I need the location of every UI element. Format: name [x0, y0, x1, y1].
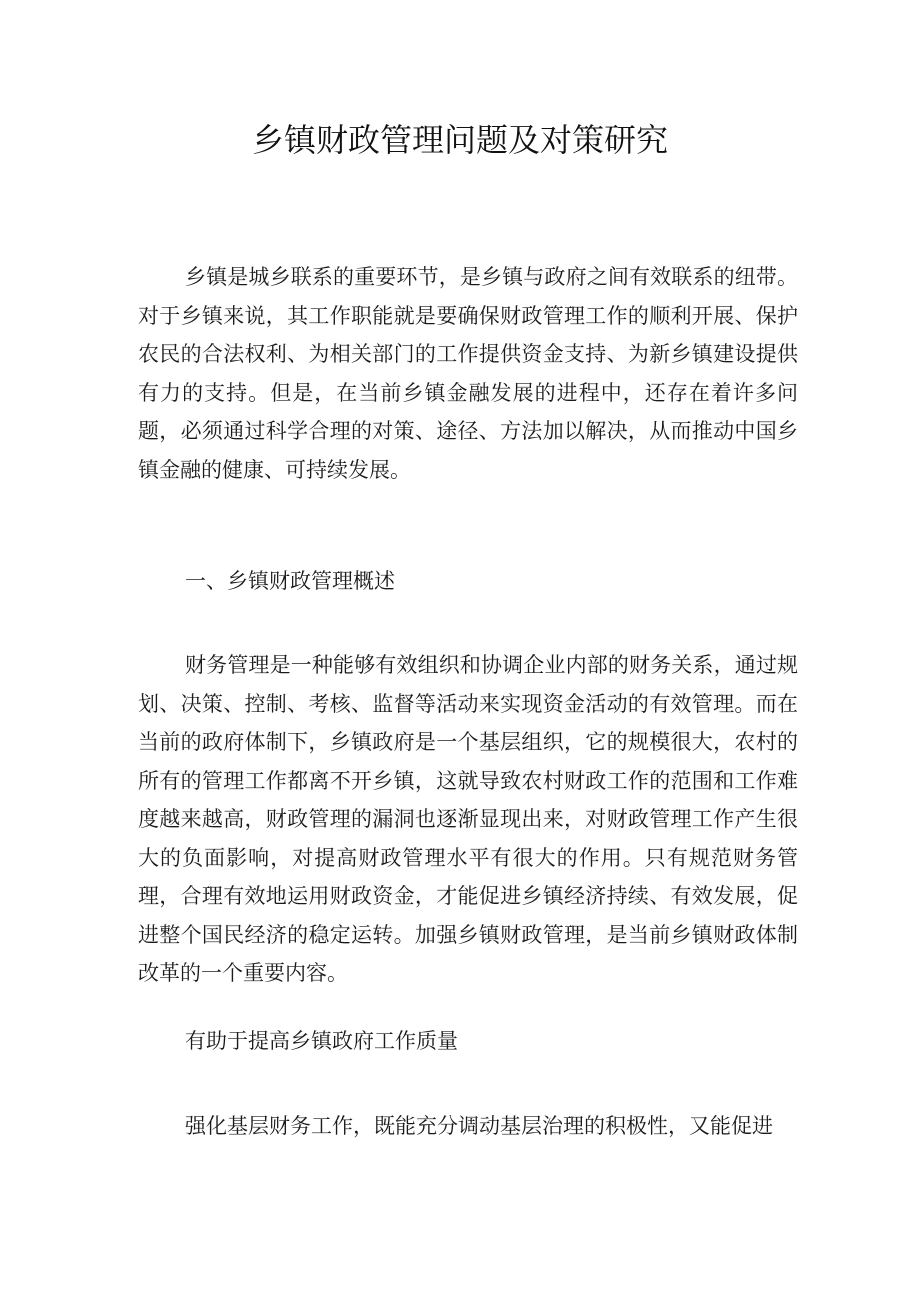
section-heading: 一、乡镇财政管理概述 [185, 569, 395, 593]
continued-paragraph: 强化基层财务工作，既能充分调动基层治理的积极性，又能促进 [185, 1114, 773, 1138]
overview-paragraph: 财务管理是一种能够有效组织和协调企业内部的财务关系，通过规划、决策、控制、考核、监督等活动来实现资金活动的有效管理。而在当前的政府体制下，乡镇政府是一个基层组织，它的规模很大，农村的所有的管理工作都离不开乡镇，这就导致农村财政工作的范围和工作难度越来越高，财政管理的漏洞也逐渐显现出来，对财政管理工作产生很大的负面影响，对提高财政管理水平有很大的作用。只有规范财务管理，合理有效地运用财政资金，才能促进乡镇经济持续、有效发展，促进整个国民经济的稳定运转。加强乡镇财政管理，是当前乡镇财政体制改革的一个重要内容。 [138, 653, 798, 985]
subsection-heading: 有助于提高乡镇政府工作质量 [185, 1029, 458, 1053]
intro-paragraph: 乡镇是城乡联系的重要环节，是乡镇与政府之间有效联系的纽带。对于乡镇来说，其工作职能就是要确保财政管理工作的顺利开展、保护农民的合法权利、为相关部门的工作提供资金支持、为新乡镇建设提供有力的支持。但是，在当前乡镇金融发展的进程中，还存在着许多问题，必须通过科学合理的对策、途径、方法加以解决，从而推动中国乡镇金融的健康、可持续发展。 [138, 265, 798, 482]
document-title: 乡镇财政管理问题及对策研究 [251, 121, 668, 159]
